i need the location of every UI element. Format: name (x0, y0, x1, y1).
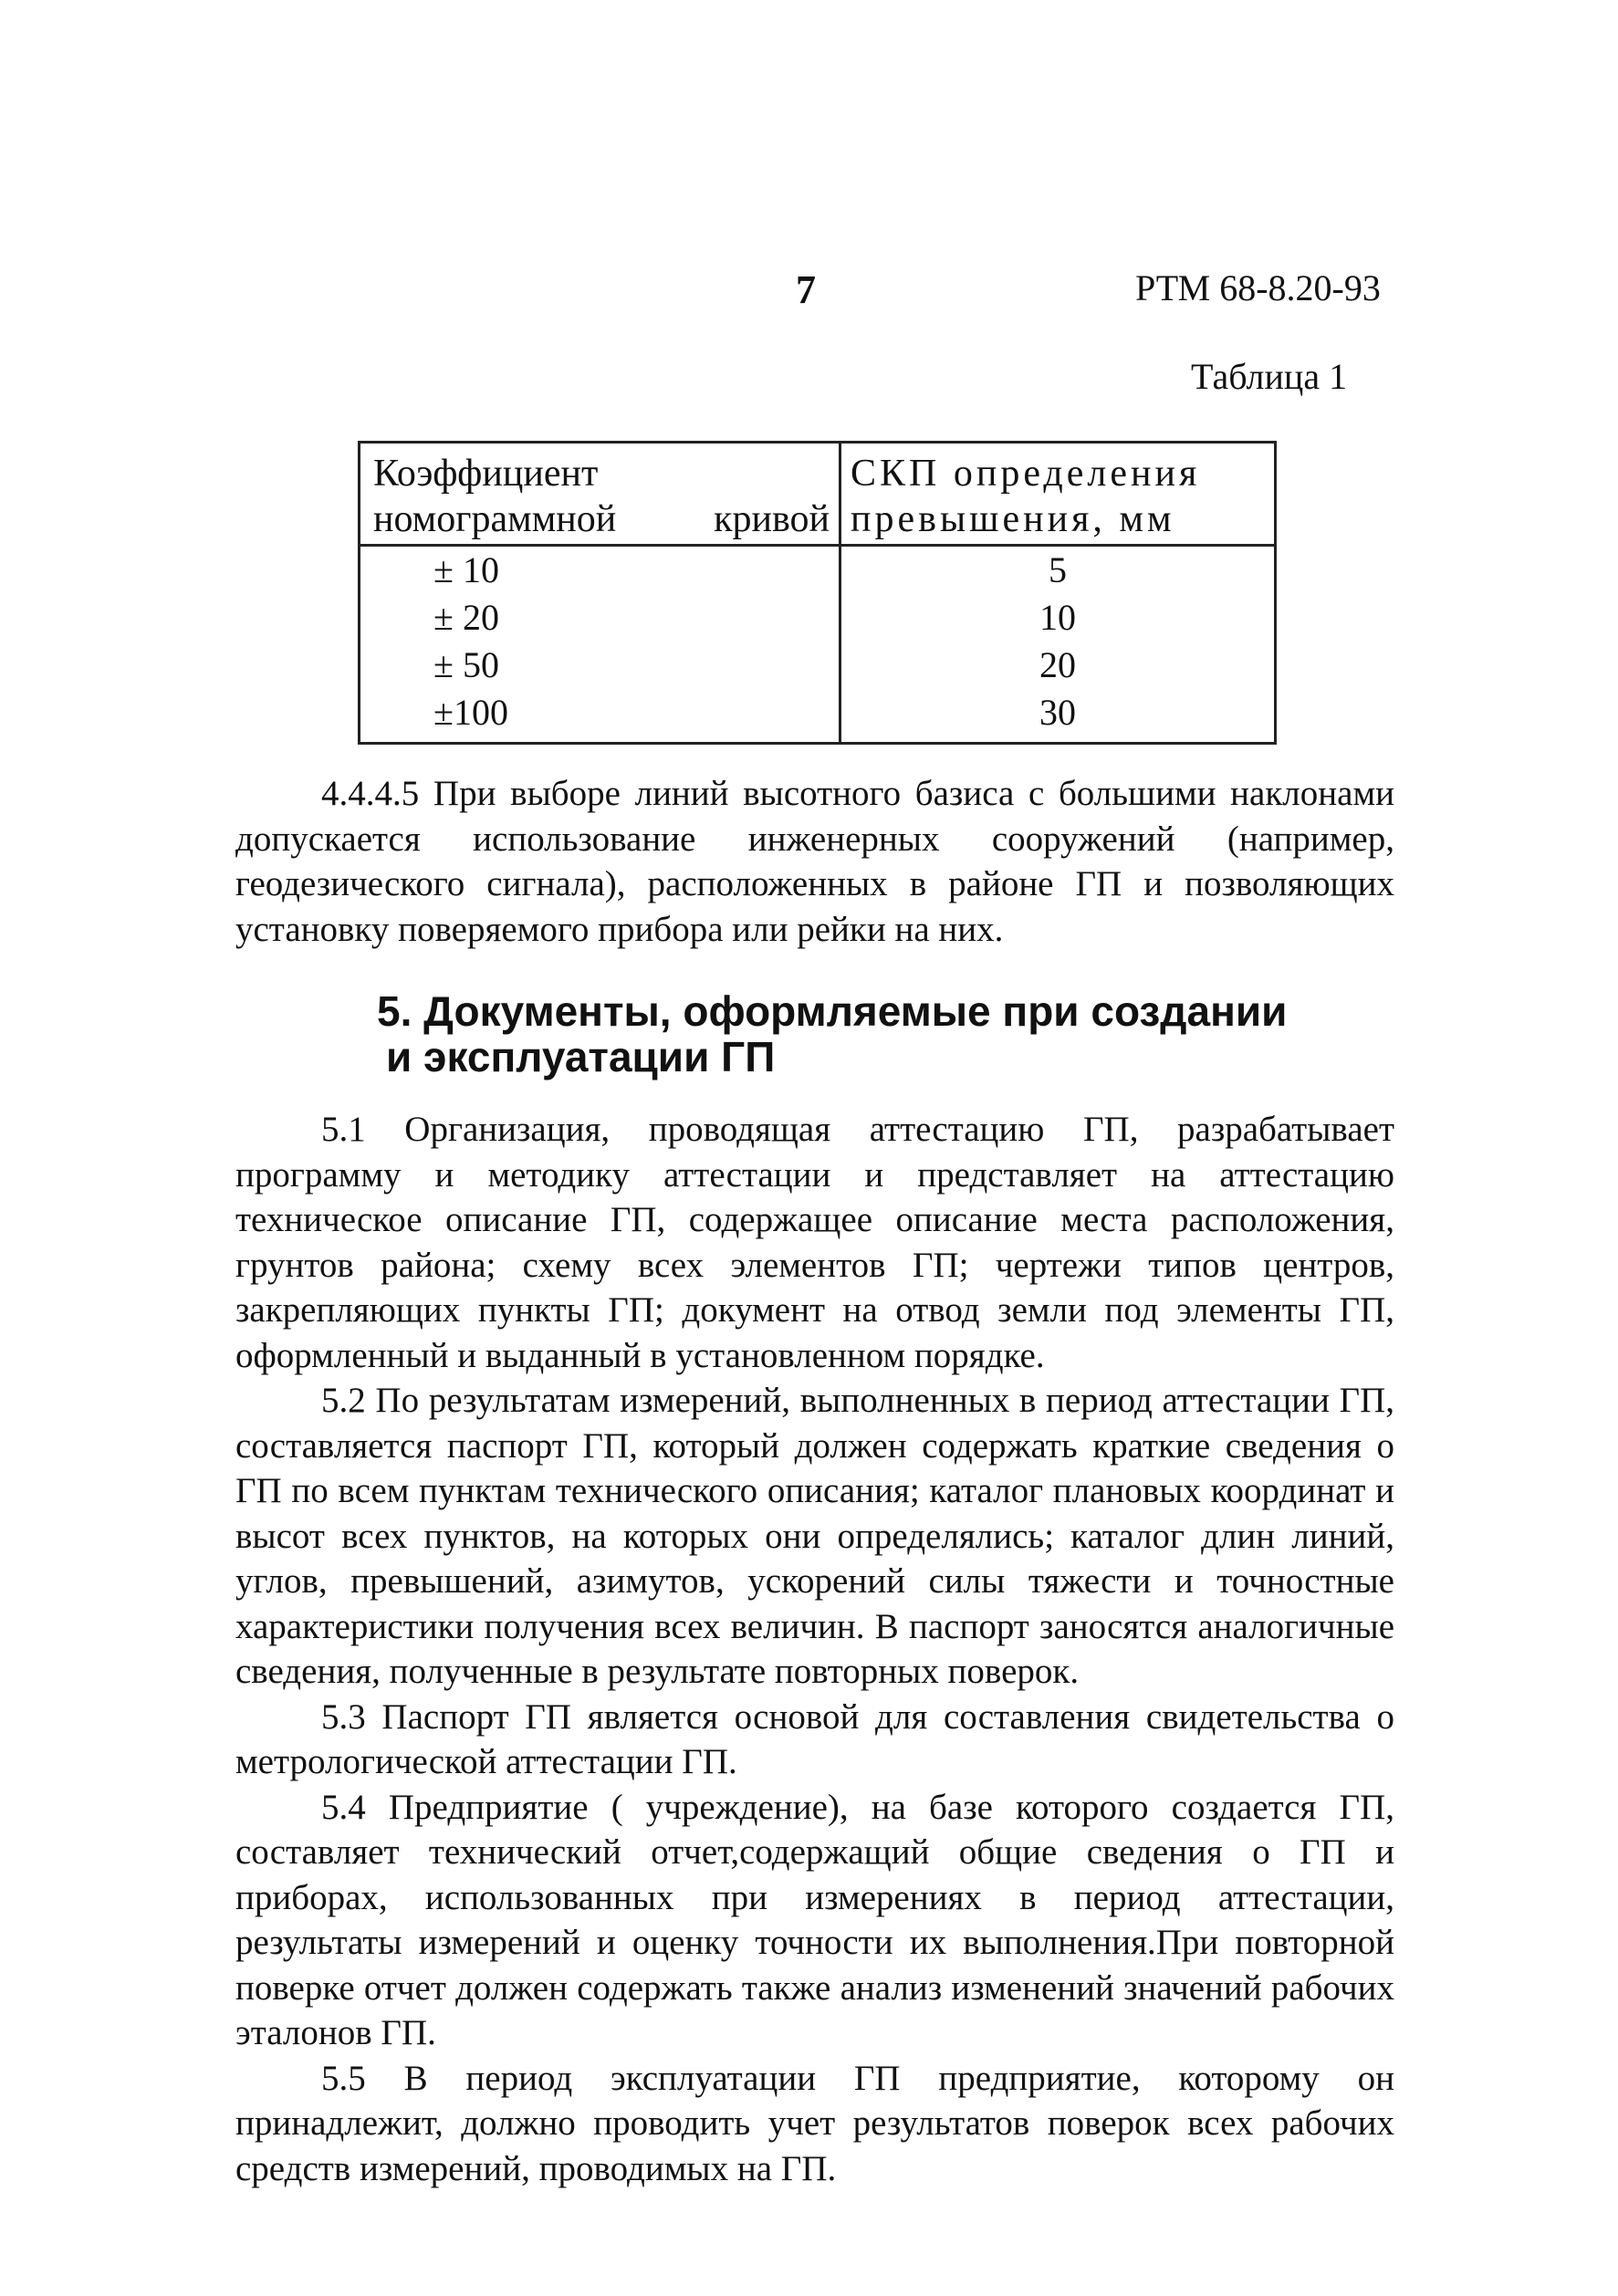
table-cell-error: 20 (840, 642, 1276, 689)
paragraph-5-1: 5.1 Организация, проводящая аттестацию ГП, разрабатывает программу и методику аттестации и представляет на аттестацию техническое описание ГП, содержащее описание места расположения, грунтов района; схему всех элементов ГП; чертежи типов центров, закрепляющих пункты ГП; документ на отвод земли под элементы ГП, оформленный и выданный в установленном порядке. (235, 1110, 1394, 1375)
section-heading-line2: и эксплуатации ГП (386, 1033, 776, 1080)
table-header-row (360, 443, 1276, 546)
section-body (235, 1107, 1394, 2191)
table-cell-error: 30 (840, 689, 1276, 744)
table-row (360, 594, 1276, 642)
paragraph-4-4-4-5: 4.4.4.5 При выборе линий высотного базиса с большими наклонами допускается использование инженерных сооружений (например, геодезического сигнала), расположенных в районе ГП и позволяющих установку поверяемого прибора или рейки на них. (235, 774, 1394, 949)
paragraph-5-4: 5.4 Предприятие ( учреждение), на базе которого создается ГП, составляет технический отчет,содержащий общие сведения о ГП и приборах, использованных при измерениях в период аттестации, результаты измерений и оценку точности их выполнения.При повторной поверке отчет должен содержать также анализ изменений значений рабочих эталонов ГП. (235, 1787, 1394, 2052)
table-row (360, 546, 1276, 595)
paragraph-5-2: 5.2 По результатам измерений, выполненных в период аттестации ГП, составляется паспорт ГП, который должен содержать краткие сведения о ГП по всем пунктам технического описания; каталог плановых координат и высот всех пунктов, на которых они определялись; каталог длин линий, углов, превышений, азимутов, ускорений силы тяжести и точностные характеристики получения всех величин. В паспорт заносятся аналогичные сведения, полученные в результате повторных поверок. (235, 1381, 1394, 1691)
table-cell-coefficient: ± 20 (360, 594, 840, 642)
coefficient-table (358, 441, 1277, 745)
table-cell-coefficient: ± 10 (360, 546, 840, 595)
table-cell-coefficient: ±100 (360, 689, 840, 744)
table-row (360, 642, 1276, 689)
page-number: 7 (796, 267, 816, 312)
table-header-coefficient: Коэффициент номограммной кривой (360, 443, 840, 546)
section-heading-line1: 5. Документы, оформляемые при создании (377, 987, 1288, 1035)
table-header-error: СКП определения превышения, мм (840, 443, 1276, 546)
table-caption: Таблица 1 (1191, 356, 1348, 397)
table-cell-coefficient: ± 50 (360, 642, 840, 689)
paragraph-5-5: 5.5 В период эксплуатации ГП предприятие, которому он принадлежит, должно проводить учет результатов поверок всех рабочих средств измерений, проводимых на ГП. (235, 2058, 1394, 2188)
table-cell-error: 10 (840, 594, 1276, 642)
intro-section (235, 771, 1394, 952)
section-heading (377, 988, 1381, 1080)
document-code: РТМ 68-8.20-93 (1135, 267, 1381, 308)
table-cell-error: 5 (840, 546, 1276, 595)
table-row (360, 689, 1276, 744)
paragraph-5-3: 5.3 Паспорт ГП является основой для составления свидетельства о метрологической аттестации ГП. (235, 1696, 1394, 1781)
